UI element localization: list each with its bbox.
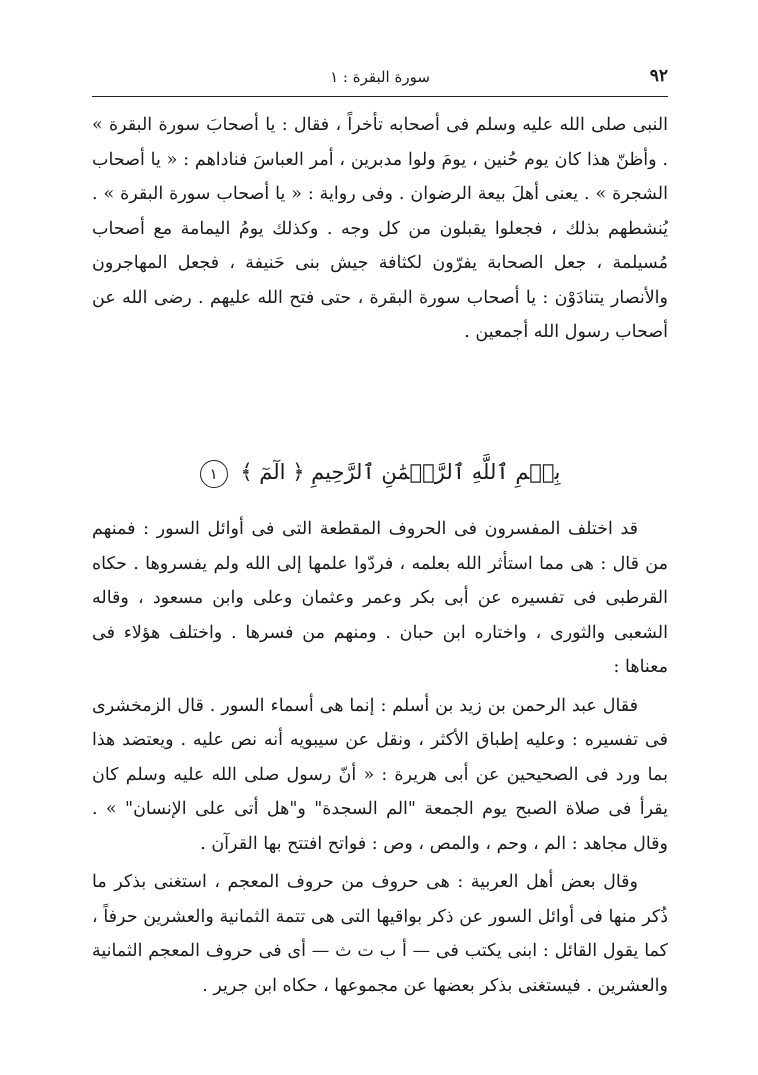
paragraph-2: فقال عبد الرحمن بن زيد بن أسلم : إنما هى أسماء السور . قال الزمخشرى فى تفسيره : وعليه إطباق الأكثر ، ونقل عن سيبويه أنه نص عليه . ويعتضد هذا بما ورد فى الصحيحين عن أبى هريرة : « أنّ رسول صلى الله عليه وسلم كان يقرأ فى صلاة الصبح يوم الجمعة "الم السجدة" و"هل أتى على الإنسان" » . وقال مجاهد : الم ، وحم ، والمص ، وص : فواتح افتتح بها القرآن . xyxy=(92,695,668,854)
verse-number-marker: ١ xyxy=(200,460,228,488)
top-paragraph: النبى صلى الله عليه وسلم فى أصحابه تأخراً ، فقال : يا أصحابَ سورة البقرة » . وأظنّ هذا كان يوم حُنين ، يومَ ولوا مدبرين ، أمر العباسَ فناداهم : « يا أصحاب الشجرة » . يعنى أهلَ بيعة الرضوان . وفى رواية : « يا أصحاب سورة البقرة » . يُنشطهم بذلك ، فجعلوا يقبلون من كل وجه . وكذلك يومُ اليمامة مع أصحاب مُسيلمة ، جعل الصحابة يفرّون لكثافة جيش بنى حَنيفة ، فجعل المهاجرون والأنصار يتنادَوْن : يا أصحاب سورة البقرة ، حتى فتح الله عليهم . رضى الله عن أصحاب رسول الله أجمعين . xyxy=(92,115,668,342)
basmala-heading xyxy=(92,452,668,492)
page-header xyxy=(92,66,668,92)
basmala-text: بِسۡمِ ٱللَّهِ ٱلرَّحۡمَٰنِ ٱلرَّحِيمِ ﴿ الٓمٓ ﴾ xyxy=(240,460,561,484)
page-number: ٩٢ xyxy=(649,66,668,86)
running-head: سورة البقرة : ١ xyxy=(330,68,430,86)
paragraph-3: وقال بعض أهل العربية : هى حروف من حروف المعجم ، استغنى بذكر ما ذُكر منها فى أوائل السور عن ذكر بواقيها التى هى تتمة الثمانية والعشرين حرفاً ، كما يقول القائل : ابنى يكتب فى — أ ب ت ث — أى فى حروف المعجم الثمانية والعشرين . فيستغنى بذكر بعضها عن مجموعها ، حكاه ابن جرير . xyxy=(92,872,668,996)
header-rule xyxy=(92,96,668,97)
top-text-block xyxy=(92,108,668,350)
paragraph-1: قد اختلف المفسرون فى الحروف المقطعة التى فى أوائل السور : فمنهم من قال : هى مما استأثر الله بعلمه ، فردّوا علمها إلى الله ولم يفسروها . حكاه القرطبى فى تفسيره عن أبى بكر وعمر وعثمان وعلى وابن مسعود ، وقاله الشعبى والثورى ، واختاره ابن حبان . ومنهم من فسرها . واختلف هؤلاء فى معناها : xyxy=(92,519,668,677)
commentary-block xyxy=(92,512,668,1003)
